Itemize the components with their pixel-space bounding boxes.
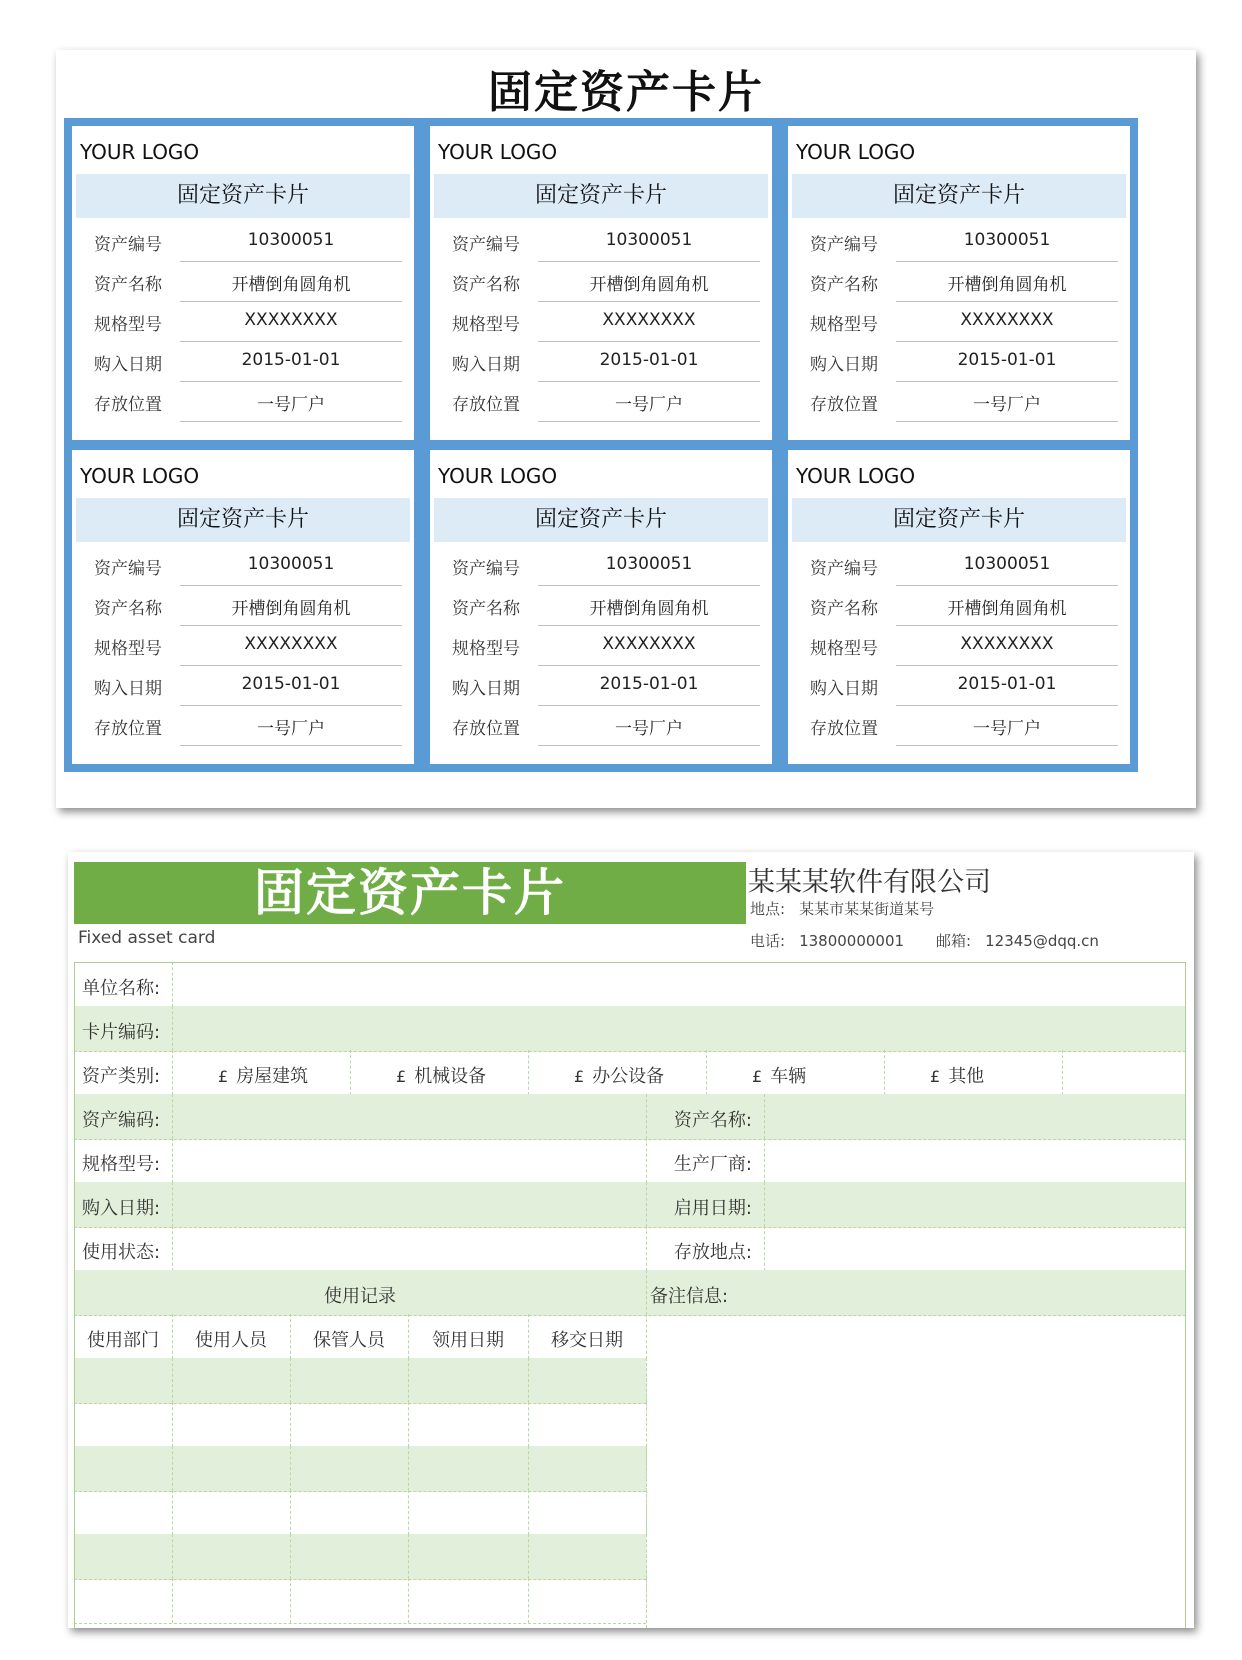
card-heading: 固定资产卡片: [434, 174, 768, 218]
email-label: 邮箱:: [936, 932, 972, 950]
field-label: 资产名称: [452, 599, 520, 619]
field-label: 规格型号: [94, 315, 162, 335]
card-body: [76, 454, 410, 760]
field-value: 开槽倒角圆角机: [589, 275, 709, 295]
logo-placeholder: YOUR LOGO: [438, 464, 558, 488]
purchase-date-label: 购入日期:: [82, 1198, 161, 1219]
field-label: 存放位置: [94, 719, 162, 739]
card-heading: 固定资产卡片: [792, 498, 1126, 542]
field-value: 开槽倒角圆角机: [589, 599, 709, 619]
card-field-row: [792, 704, 1126, 746]
checkbox-icon: £: [574, 1067, 585, 1086]
card-body: [434, 130, 768, 436]
asset-code-label: 资产编码:: [82, 1110, 161, 1131]
field-label: 资产名称: [94, 599, 162, 619]
category-option-machinery[interactable]: £ 机械设备: [396, 1066, 487, 1087]
form-row-asset-code: [74, 1094, 1186, 1140]
asset-card-sheet-green: [68, 852, 1194, 1628]
field-value: 开槽倒角圆角机: [947, 599, 1067, 619]
field-value: 10300051: [963, 230, 1051, 250]
card-heading: 固定资产卡片: [76, 174, 410, 218]
field-value: XXXXXXXX: [244, 310, 338, 330]
logo-placeholder: YOUR LOGO: [796, 464, 916, 488]
form-row-spec-model: [74, 1138, 1186, 1184]
card-body: [434, 454, 768, 760]
manufacturer-label: 生产厂商:: [673, 1154, 752, 1175]
card-field-row: [792, 624, 1126, 666]
use-status-label: 使用状态:: [82, 1242, 161, 1263]
form-row-use-status: [74, 1226, 1186, 1272]
card-field-row: [76, 260, 410, 302]
field-label: 资产编号: [94, 559, 162, 579]
field-value: 10300051: [247, 554, 335, 574]
field-label: 资产名称: [94, 275, 162, 295]
asset-form: [74, 962, 1186, 1628]
field-label: 存放位置: [94, 395, 162, 415]
checkbox-icon: £: [396, 1067, 407, 1086]
card-field-row: [792, 300, 1126, 342]
checkbox-icon: £: [930, 1067, 941, 1086]
form-title: 固定资产卡片: [254, 864, 566, 922]
field-label: 规格型号: [810, 315, 878, 335]
card-field-row: [76, 664, 410, 706]
field-label: 购入日期: [452, 679, 520, 699]
card-field-row: [76, 220, 410, 262]
field-label: 规格型号: [810, 639, 878, 659]
card-field-row: [76, 624, 410, 666]
card-field-row: [434, 340, 768, 382]
start-date-label: 启用日期:: [673, 1198, 752, 1219]
field-value: 2015-01-01: [957, 674, 1057, 694]
category-option-office[interactable]: £ 办公设备: [574, 1066, 665, 1087]
asset-card: [422, 442, 780, 772]
asset-card: [64, 442, 422, 772]
field-value: 一号厂户: [615, 719, 683, 739]
table-row: [74, 1358, 646, 1404]
company-name: 某某某软件有限公司: [748, 867, 991, 898]
card-field-row: [792, 380, 1126, 422]
field-label: 购入日期: [94, 679, 162, 699]
field-label: 资产名称: [452, 275, 520, 295]
card-field-row: [76, 544, 410, 586]
field-value: XXXXXXXX: [244, 634, 338, 654]
card-field-row: [792, 340, 1126, 382]
field-value: 2015-01-01: [241, 674, 341, 694]
field-label: 购入日期: [452, 355, 520, 375]
logo-placeholder: YOUR LOGO: [438, 140, 558, 164]
field-label: 资产名称: [810, 599, 878, 619]
field-value: XXXXXXXX: [960, 310, 1054, 330]
asset-card: [422, 118, 780, 448]
field-value: 开槽倒角圆角机: [231, 599, 351, 619]
field-label: 规格型号: [452, 639, 520, 659]
card-body: [76, 130, 410, 436]
storage-location-label: 存放地点:: [673, 1242, 752, 1263]
asset-card-sheet-blue: [56, 50, 1196, 808]
card-field-row: [434, 624, 768, 666]
sheet-title: 固定资产卡片: [488, 67, 764, 118]
category-option-other[interactable]: £ 其他: [930, 1066, 985, 1087]
form-subtitle: Fixed asset card: [78, 928, 216, 948]
asset-card: [64, 118, 422, 448]
card-field-row: [434, 260, 768, 302]
field-label: 资产编号: [452, 235, 520, 255]
form-row-unit-name: [74, 962, 1186, 1008]
logo-placeholder: YOUR LOGO: [80, 140, 200, 164]
card-heading: 固定资产卡片: [434, 498, 768, 542]
field-label: 资产名称: [810, 275, 878, 295]
email-value: 12345@dqq.cn: [985, 932, 1099, 950]
col-user: 使用人员: [195, 1330, 267, 1351]
field-value: XXXXXXXX: [960, 634, 1054, 654]
asset-card: [780, 442, 1138, 772]
form-row-usage-record: [74, 1270, 1186, 1316]
field-label: 存放位置: [810, 719, 878, 739]
field-value: 一号厂户: [257, 395, 325, 415]
col-receive-date: 领用日期: [432, 1330, 504, 1351]
card-field-row: [792, 544, 1126, 586]
spec-model-label: 规格型号:: [82, 1154, 161, 1175]
asset-name-label: 资产名称:: [673, 1110, 752, 1131]
card-body: [792, 130, 1126, 436]
address-label: 地点:: [750, 900, 786, 918]
card-field-row: [792, 584, 1126, 626]
table-row: [74, 1490, 646, 1536]
company-address: [750, 898, 934, 919]
card-field-row: [434, 220, 768, 262]
field-value: 一号厂户: [973, 395, 1041, 415]
card-body: [792, 454, 1126, 760]
card-heading: 固定资产卡片: [792, 174, 1126, 218]
table-row: [74, 1534, 646, 1580]
usage-record-title: 使用记录: [324, 1286, 396, 1307]
field-value: 一号厂户: [615, 395, 683, 415]
field-value: 10300051: [247, 230, 335, 250]
category-option-vehicle[interactable]: £ 车辆: [752, 1066, 807, 1087]
usage-table-header: [74, 1314, 646, 1360]
field-label: 购入日期: [810, 355, 878, 375]
card-field-row: [76, 340, 410, 382]
col-keeper: 保管人员: [313, 1330, 385, 1351]
logo-placeholder: YOUR LOGO: [796, 140, 916, 164]
field-label: 资产编号: [452, 559, 520, 579]
card-field-row: [792, 260, 1126, 302]
logo-placeholder: YOUR LOGO: [80, 464, 200, 488]
card-field-row: [434, 380, 768, 422]
field-value: 2015-01-01: [241, 350, 341, 370]
col-handover-date: 移交日期: [551, 1330, 623, 1351]
remarks-label: 备注信息:: [650, 1286, 729, 1307]
card-field-row: [434, 664, 768, 706]
card-code-label: 卡片编码:: [82, 1022, 161, 1043]
field-value: 开槽倒角圆角机: [947, 275, 1067, 295]
card-field-row: [434, 584, 768, 626]
form-row-card-code: [74, 1006, 1186, 1052]
field-label: 购入日期: [94, 355, 162, 375]
card-field-row: [434, 300, 768, 342]
field-label: 存放位置: [452, 395, 520, 415]
field-value: XXXXXXXX: [602, 310, 696, 330]
field-label: 规格型号: [452, 315, 520, 335]
field-value: XXXXXXXX: [602, 634, 696, 654]
title-banner: [74, 862, 746, 924]
table-row: [74, 1402, 646, 1448]
card-field-row: [434, 704, 768, 746]
field-value: 10300051: [963, 554, 1051, 574]
field-label: 规格型号: [94, 639, 162, 659]
form-row-purchase-date: [74, 1182, 1186, 1228]
field-value: 2015-01-01: [957, 350, 1057, 370]
table-row: [74, 1578, 646, 1624]
field-label: 购入日期: [810, 679, 878, 699]
form-row-asset-category: [74, 1050, 1186, 1096]
company-contact: [750, 930, 1099, 951]
field-value: 开槽倒角圆角机: [231, 275, 351, 295]
field-label: 存放位置: [810, 395, 878, 415]
phone-value: 13800000001: [799, 932, 905, 950]
card-field-row: [76, 300, 410, 342]
field-value: 10300051: [605, 230, 693, 250]
card-heading: 固定资产卡片: [76, 498, 410, 542]
field-value: 一号厂户: [973, 719, 1041, 739]
card-field-row: [792, 664, 1126, 706]
field-label: 存放位置: [452, 719, 520, 739]
asset-category-label: 资产类别:: [82, 1066, 161, 1087]
card-field-row: [76, 380, 410, 422]
field-value: 10300051: [605, 554, 693, 574]
field-value: 2015-01-01: [599, 350, 699, 370]
card-field-row: [76, 704, 410, 746]
card-field-row: [792, 220, 1126, 262]
card-field-row: [434, 544, 768, 586]
card-field-row: [76, 584, 410, 626]
field-value: 2015-01-01: [599, 674, 699, 694]
table-row: [74, 1446, 646, 1492]
field-value: 一号厂户: [257, 719, 325, 739]
checkbox-icon: £: [752, 1067, 763, 1086]
category-option-building[interactable]: £ 房屋建筑: [218, 1066, 309, 1087]
field-label: 资产编号: [810, 559, 878, 579]
unit-name-label: 单位名称:: [82, 978, 161, 999]
asset-card: [780, 118, 1138, 448]
field-label: 资产编号: [810, 235, 878, 255]
col-department: 使用部门: [87, 1330, 159, 1351]
checkbox-icon: £: [218, 1067, 229, 1086]
field-label: 资产编号: [94, 235, 162, 255]
phone-label: 电话:: [750, 932, 786, 950]
address-value: 某某市某某街道某号: [799, 900, 935, 918]
